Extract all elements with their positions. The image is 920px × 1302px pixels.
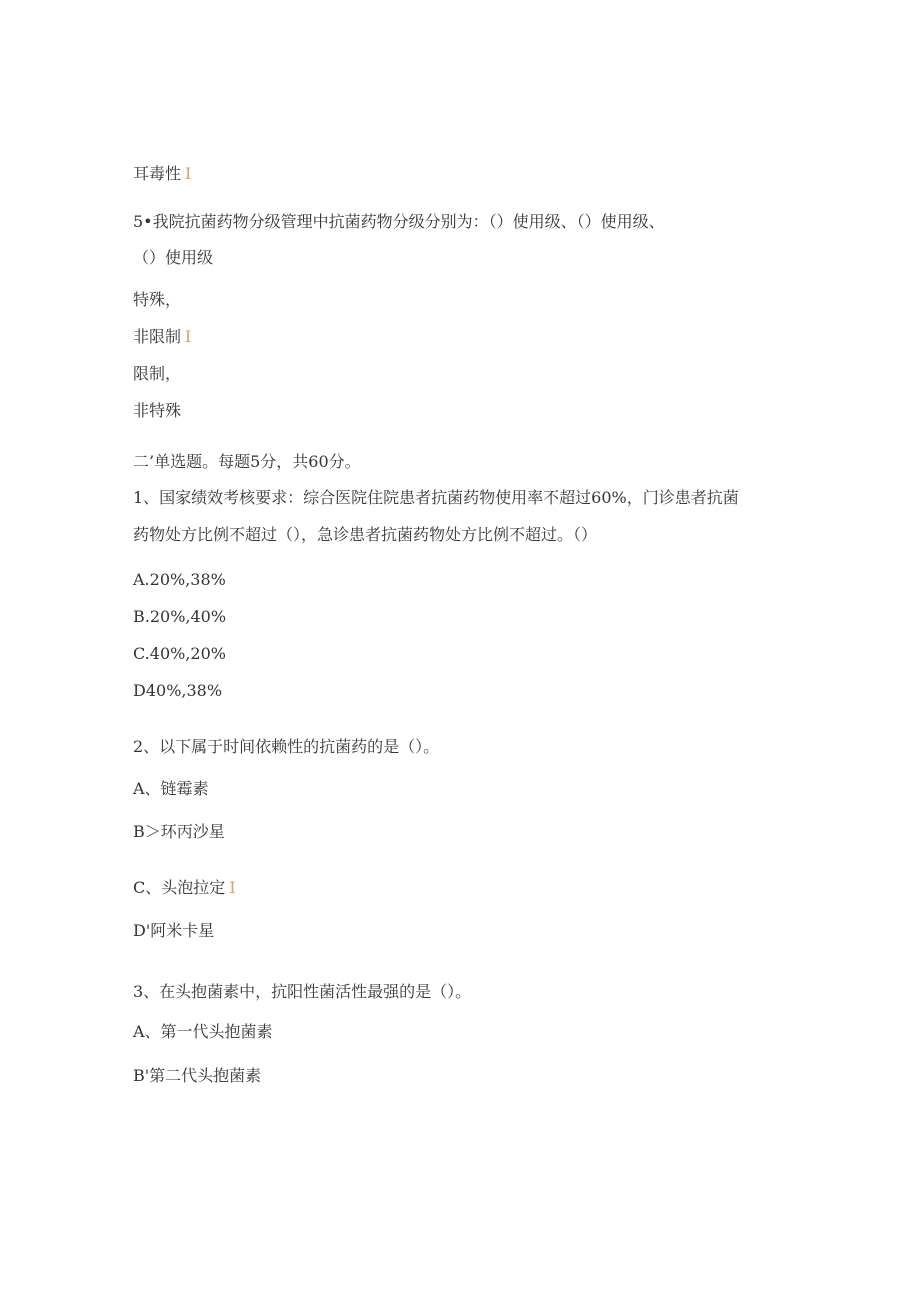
text-line (133, 164, 191, 184)
option-d (133, 921, 214, 941)
cursor-mark: I (185, 164, 192, 183)
line-text: B＞环丙沙星 (133, 822, 225, 841)
line-text: 非限制 (133, 327, 182, 346)
line-text: 二’单选题。每题5分，共60分。 (133, 452, 361, 471)
line-text: C.40%,20% (133, 644, 226, 663)
question-1-stem-cont (133, 525, 597, 545)
line-text: 1、国家绩效考核要求：综合医院住院患者抗菌药物使用率不超过60%，门诊患者抗菌 (133, 488, 739, 507)
option-c (133, 878, 236, 898)
answer-line (133, 364, 181, 384)
question-5-stem-cont (133, 248, 213, 268)
line-text: 非特殊 (133, 401, 182, 420)
line-text: A.20%,38% (133, 570, 226, 589)
option-b (133, 1066, 261, 1086)
option-a (133, 779, 209, 799)
question-5-stem (133, 212, 665, 232)
line-text: D'阿米卡星 (133, 921, 215, 940)
line-text: A、链霉素 (133, 779, 209, 798)
line-text: 限制， (133, 364, 182, 383)
section-heading (133, 452, 361, 472)
option-b (133, 822, 225, 842)
line-text: 3、在头抱菌素中，抗阳性菌活性最强的是（）。 (133, 982, 472, 1001)
line-text: 2、以下属于时间依赖性的抗菌药的是（）。 (133, 737, 440, 756)
option-c (133, 644, 226, 664)
line-text: C、头泡拉定 (133, 878, 226, 897)
line-text: （）使用级 (133, 248, 214, 267)
line-text: 耳毒性 (133, 164, 182, 183)
option-b (133, 607, 226, 627)
line-text: D40%,38% (133, 681, 223, 700)
answer-line (133, 327, 191, 347)
cursor-mark: I (185, 327, 192, 346)
line-text: 5•我院抗菌药物分级管理中抗菌药物分级分别为：（）使用级、（）使用级、 (133, 212, 665, 231)
line-text: 药物处方比例不超过（），急诊患者抗菌药物处方比例不超过。（） (133, 525, 598, 544)
answer-line (133, 401, 181, 421)
option-d (133, 681, 222, 701)
option-a (133, 1022, 273, 1042)
line-text: B.20%,40% (133, 607, 227, 626)
line-text: A、第一代头抱菌素 (133, 1022, 273, 1041)
question-3-stem (133, 982, 471, 1002)
line-text: B'第二代头抱菌素 (133, 1066, 262, 1085)
line-text: 特殊， (133, 290, 182, 309)
question-2-stem (133, 737, 439, 757)
cursor-mark: I (229, 878, 236, 897)
option-a (133, 570, 226, 590)
answer-line (133, 290, 181, 310)
question-1-stem (133, 488, 739, 508)
